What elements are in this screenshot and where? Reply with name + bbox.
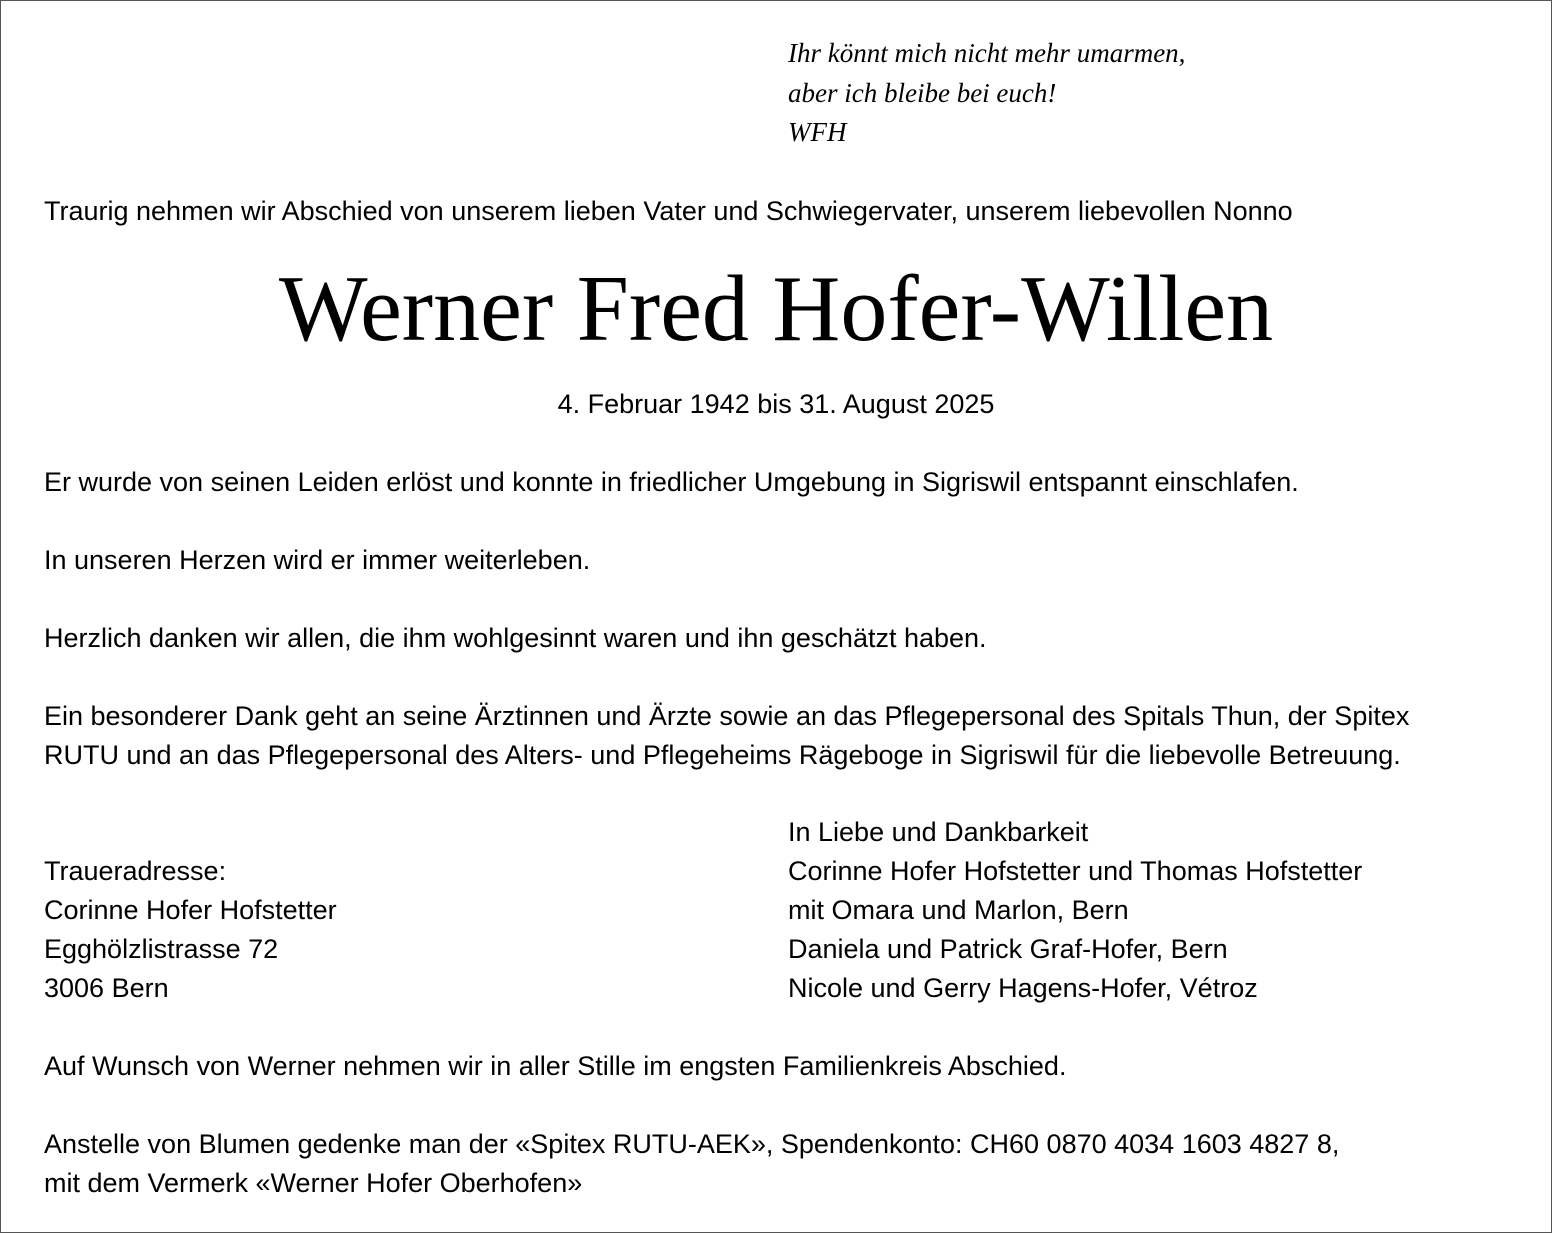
mourner-entry: mit Omara und Marlon, Bern [788, 895, 1129, 925]
mourner-entry: Corinne Hofer Hofstetter und Thomas Hofstetter [788, 856, 1363, 886]
mourner-entry: Daniela und Patrick Graf-Hofer, Bern [788, 934, 1228, 964]
paragraph-thanks: Herzlich danken wir allen, die ihm wohlgesinnt waren und ihn geschätzt haben. [44, 623, 987, 653]
donation-line: mit dem Vermerk «Werner Hofer Oberhofen» [44, 1168, 583, 1198]
address-street: Egghölzlistrasse 72 [44, 934, 279, 964]
mourners-heading: In Liebe und Dankbarkeit [788, 817, 1089, 847]
motto-signature: WFH [788, 117, 847, 147]
mourning-address [44, 852, 337, 1008]
farewell-wish: Auf Wunsch von Werner nehmen wir in aller Stille im engsten Familienkreis Abschied. [44, 1051, 1067, 1081]
special-thanks-line: Ein besonderer Dank geht an seine Ärztinnen und Ärzte sowie an das Pflegepersonal des Spitals Thun, der Spitex [44, 701, 1410, 731]
donation-notice [44, 1125, 1339, 1203]
intro-text: Traurig nehmen wir Abschied von unserem lieben Vater und Schwiegervater, unserem liebevollen Nonno [44, 196, 1293, 226]
life-dates: 4. Februar 1942 bis 31. August 2025 [557, 389, 995, 419]
address-name: Corinne Hofer Hofstetter [44, 895, 337, 925]
donation-line: Anstelle von Blumen gedenke man der «Spitex RUTU-AEK», Spendenkonto: CH60 0870 4034 1603 4827 8, [44, 1129, 1340, 1159]
address-city: 3006 Bern [44, 973, 169, 1003]
paragraph-special-thanks [44, 697, 1409, 775]
address-label: Traueradresse: [44, 856, 227, 886]
deceased-name: Werner Fred Hofer-Willen [278, 257, 1274, 361]
paragraph-peaceful-passing: Er wurde von seinen Leiden erlöst und konnte in friedlicher Umgebung in Sigriswil entspannt einschlafen. [44, 467, 1299, 497]
motto-quote [788, 34, 1185, 153]
special-thanks-line: RUTU und an das Pflegepersonal des Alters- und Pflegeheims Rägeboge in Sigriswil für die liebevolle Betreuung. [44, 740, 1401, 770]
mourner-entry: Nicole und Gerry Hagens-Hofer, Vétroz [788, 973, 1258, 1003]
paragraph-remembrance: In unseren Herzen wird er immer weiterleben. [44, 545, 591, 575]
mourners-list [788, 813, 1362, 1008]
motto-line: Ihr könnt mich nicht mehr umarmen, [788, 38, 1186, 68]
motto-line: aber ich bleibe bei euch! [788, 77, 1057, 108]
